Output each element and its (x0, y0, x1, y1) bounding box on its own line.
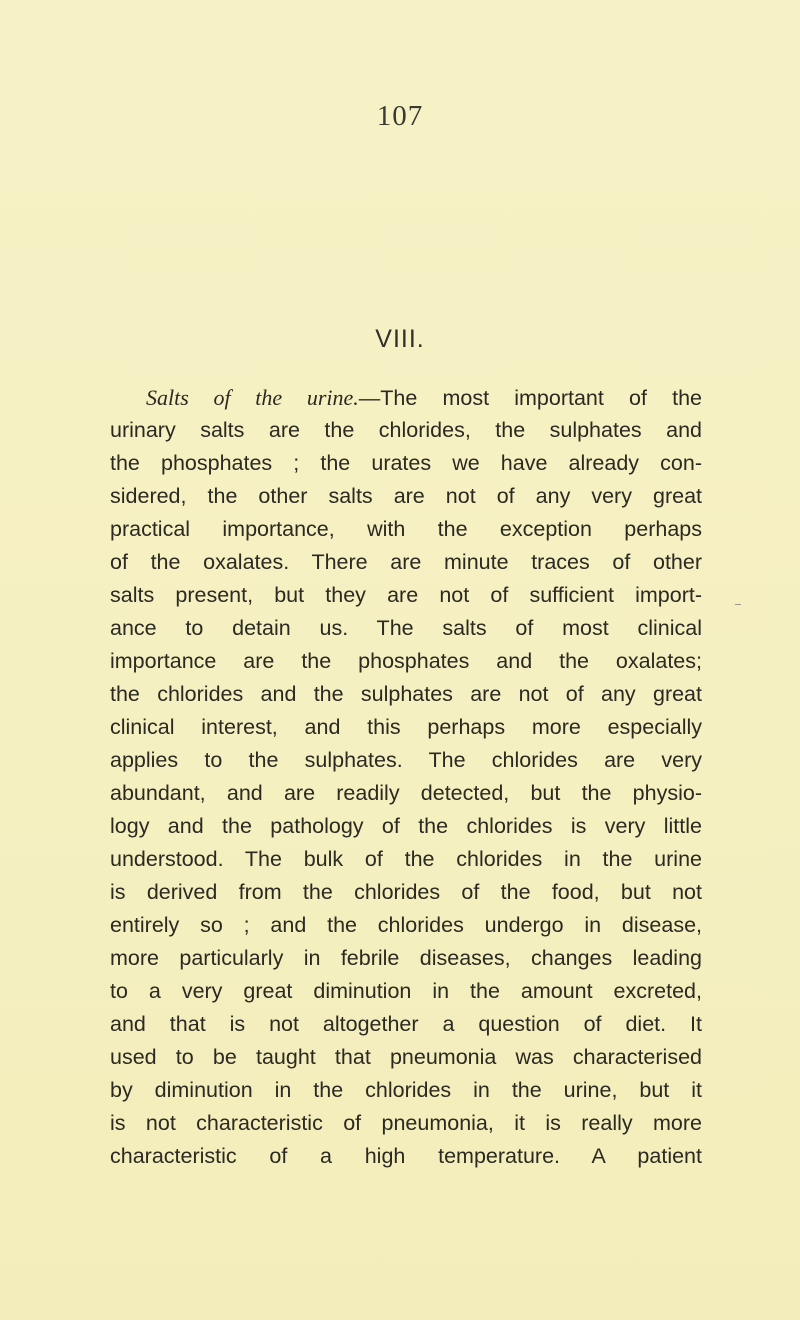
text-line-23: is not characteristic of pneumonia, it is really more (110, 1111, 702, 1135)
lead-phrase: Salts of the urine. (146, 385, 359, 410)
text-line-17: entirely so ; and the chlorides undergo in disease, (110, 913, 702, 937)
margin-mark (735, 604, 741, 605)
text-line-13: abundant, and are readily detected, but the physio- (110, 781, 702, 805)
body-text (110, 381, 702, 1173)
text-line-16: is derived from the chlorides of the food, but not (110, 880, 702, 904)
text-line-15: understood. The bulk of the chlorides in the urine (110, 847, 702, 871)
text-line-8: ance to detain us. The salts of most clinical (110, 616, 702, 640)
text-line-11: clinical interest, and this perhaps more especially (110, 715, 702, 739)
text-line-10: the chlorides and the sulphates are not of any great (110, 682, 702, 706)
text-line-21: used to be taught that pneumonia was characterised (110, 1045, 702, 1069)
section-heading: VIII. (375, 325, 425, 353)
text-line-12: applies to the sulphates. The chlorides are very (110, 748, 702, 772)
text-line-22: by diminution in the chlorides in the urine, but it (110, 1078, 702, 1102)
text-line-4: sidered, the other salts are not of any very great (110, 484, 702, 508)
text-line-3: the phosphates ; the urates we have already con- (110, 451, 702, 475)
text-line-20: and that is not altogether a question of diet. It (110, 1012, 702, 1036)
text-line-6: of the oxalates. There are minute traces of other (110, 550, 702, 574)
text-line-19: to a very great diminution in the amount excreted, (110, 979, 702, 1003)
text-line-14: logy and the pathology of the chlorides is very little (110, 814, 702, 838)
text-line-24: characteristic of a high temperature. A patient (110, 1144, 702, 1168)
page-number: 107 (376, 100, 424, 132)
text-line-1 (110, 381, 702, 414)
text-line-5: practical importance, with the exception perhaps (110, 517, 702, 541)
text-line-7: salts present, but they are not of sufficient import- (110, 583, 702, 607)
text-line-9: importance are the phosphates and the oxalates; (110, 649, 702, 673)
text-line-18: more particularly in febrile diseases, changes leading (110, 946, 702, 970)
text-line-2: urinary salts are the chlorides, the sulphates and (110, 418, 702, 442)
lead-rest: —The most important of the (358, 386, 702, 410)
